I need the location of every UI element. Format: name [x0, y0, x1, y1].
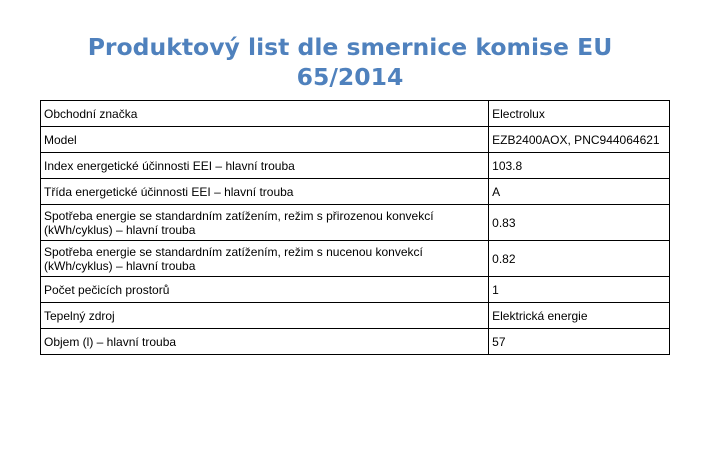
table-row-volume: [41, 329, 670, 355]
row-label: Index energetické účinnosti EEI – hlavní trouba: [41, 153, 489, 179]
row-value: 103.8: [489, 153, 670, 179]
title-line-2: 65/2014: [296, 63, 404, 91]
row-label: Obchodní značka: [41, 101, 489, 127]
table-row-heat-source: [41, 303, 670, 329]
row-value: EZB2400AOX, PNC944064621: [489, 127, 670, 153]
row-label: Počet pečicích prostorů: [41, 277, 489, 303]
row-value: Electrolux: [489, 101, 670, 127]
page-title: [0, 32, 700, 92]
product-info-table: [40, 100, 670, 355]
table-row-brand: [41, 101, 670, 127]
row-label: Spotřeba energie se standardním zatížením, režim s přirozenou konvekcí (kWh/cyklus) – hlavní trouba: [41, 205, 489, 241]
table-row-energy-forced-convection: [41, 241, 670, 277]
table-row-cavities: [41, 277, 670, 303]
row-label: Třída energetické účinnosti EEI – hlavní trouba: [41, 179, 489, 205]
table-row-eei-class: [41, 179, 670, 205]
row-value: 0.83: [489, 205, 670, 241]
row-value: 0.82: [489, 241, 670, 277]
row-label: Tepelný zdroj: [41, 303, 489, 329]
row-label: Model: [41, 127, 489, 153]
table-row-energy-natural-convection: [41, 205, 670, 241]
title-line-1: Produktový list dle smernice komise EU: [87, 33, 613, 61]
table-row-model: [41, 127, 670, 153]
row-label: Objem (l) – hlavní trouba: [41, 329, 489, 355]
row-value: Elektrická energie: [489, 303, 670, 329]
table-row-eei-index: [41, 153, 670, 179]
row-value: 57: [489, 329, 670, 355]
row-label: Spotřeba energie se standardním zatížením, režim s nucenou konvekcí (kWh/cyklus) – hlavní trouba: [41, 241, 489, 277]
row-value: 1: [489, 277, 670, 303]
row-value: A: [489, 179, 670, 205]
